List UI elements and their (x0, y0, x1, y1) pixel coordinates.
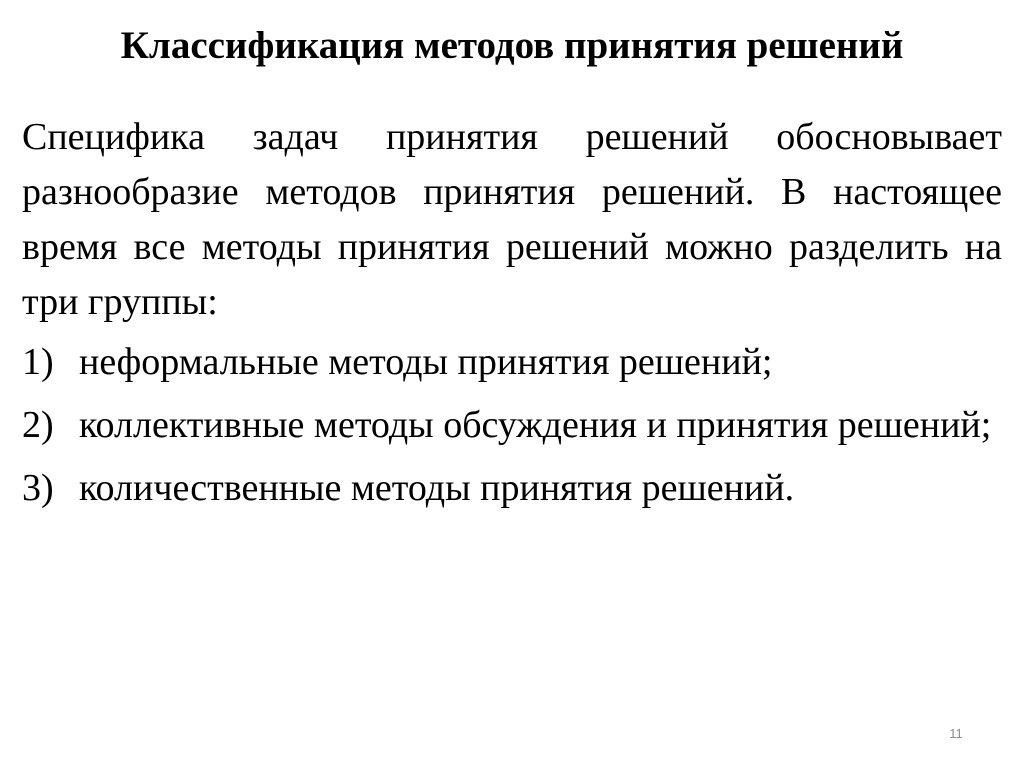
methods-list (22, 335, 1002, 516)
list-item (22, 461, 1002, 516)
slide-number: 11 (949, 726, 963, 741)
slide-title: Классификация методов принятия решений (120, 24, 904, 67)
list-item-number: 3) (22, 467, 54, 509)
intro-paragraph: Специфика задач принятия решений обосновывает разнообразие методов принятия решений. В настоящее время все методы принятия решений можно разделить на три группы: (22, 116, 1002, 323)
list-item-text: неформальные методы принятия решений; (79, 341, 773, 383)
list-item-number: 2) (22, 404, 54, 446)
list-item-text: количественные методы принятия решений. (79, 467, 795, 509)
list-item-number: 1) (22, 341, 54, 383)
slide-body (22, 110, 1002, 524)
list-item-text: коллективные методы обсуждения и принятия решений; (79, 404, 992, 446)
list-item (22, 398, 1002, 453)
list-item (22, 335, 1002, 390)
